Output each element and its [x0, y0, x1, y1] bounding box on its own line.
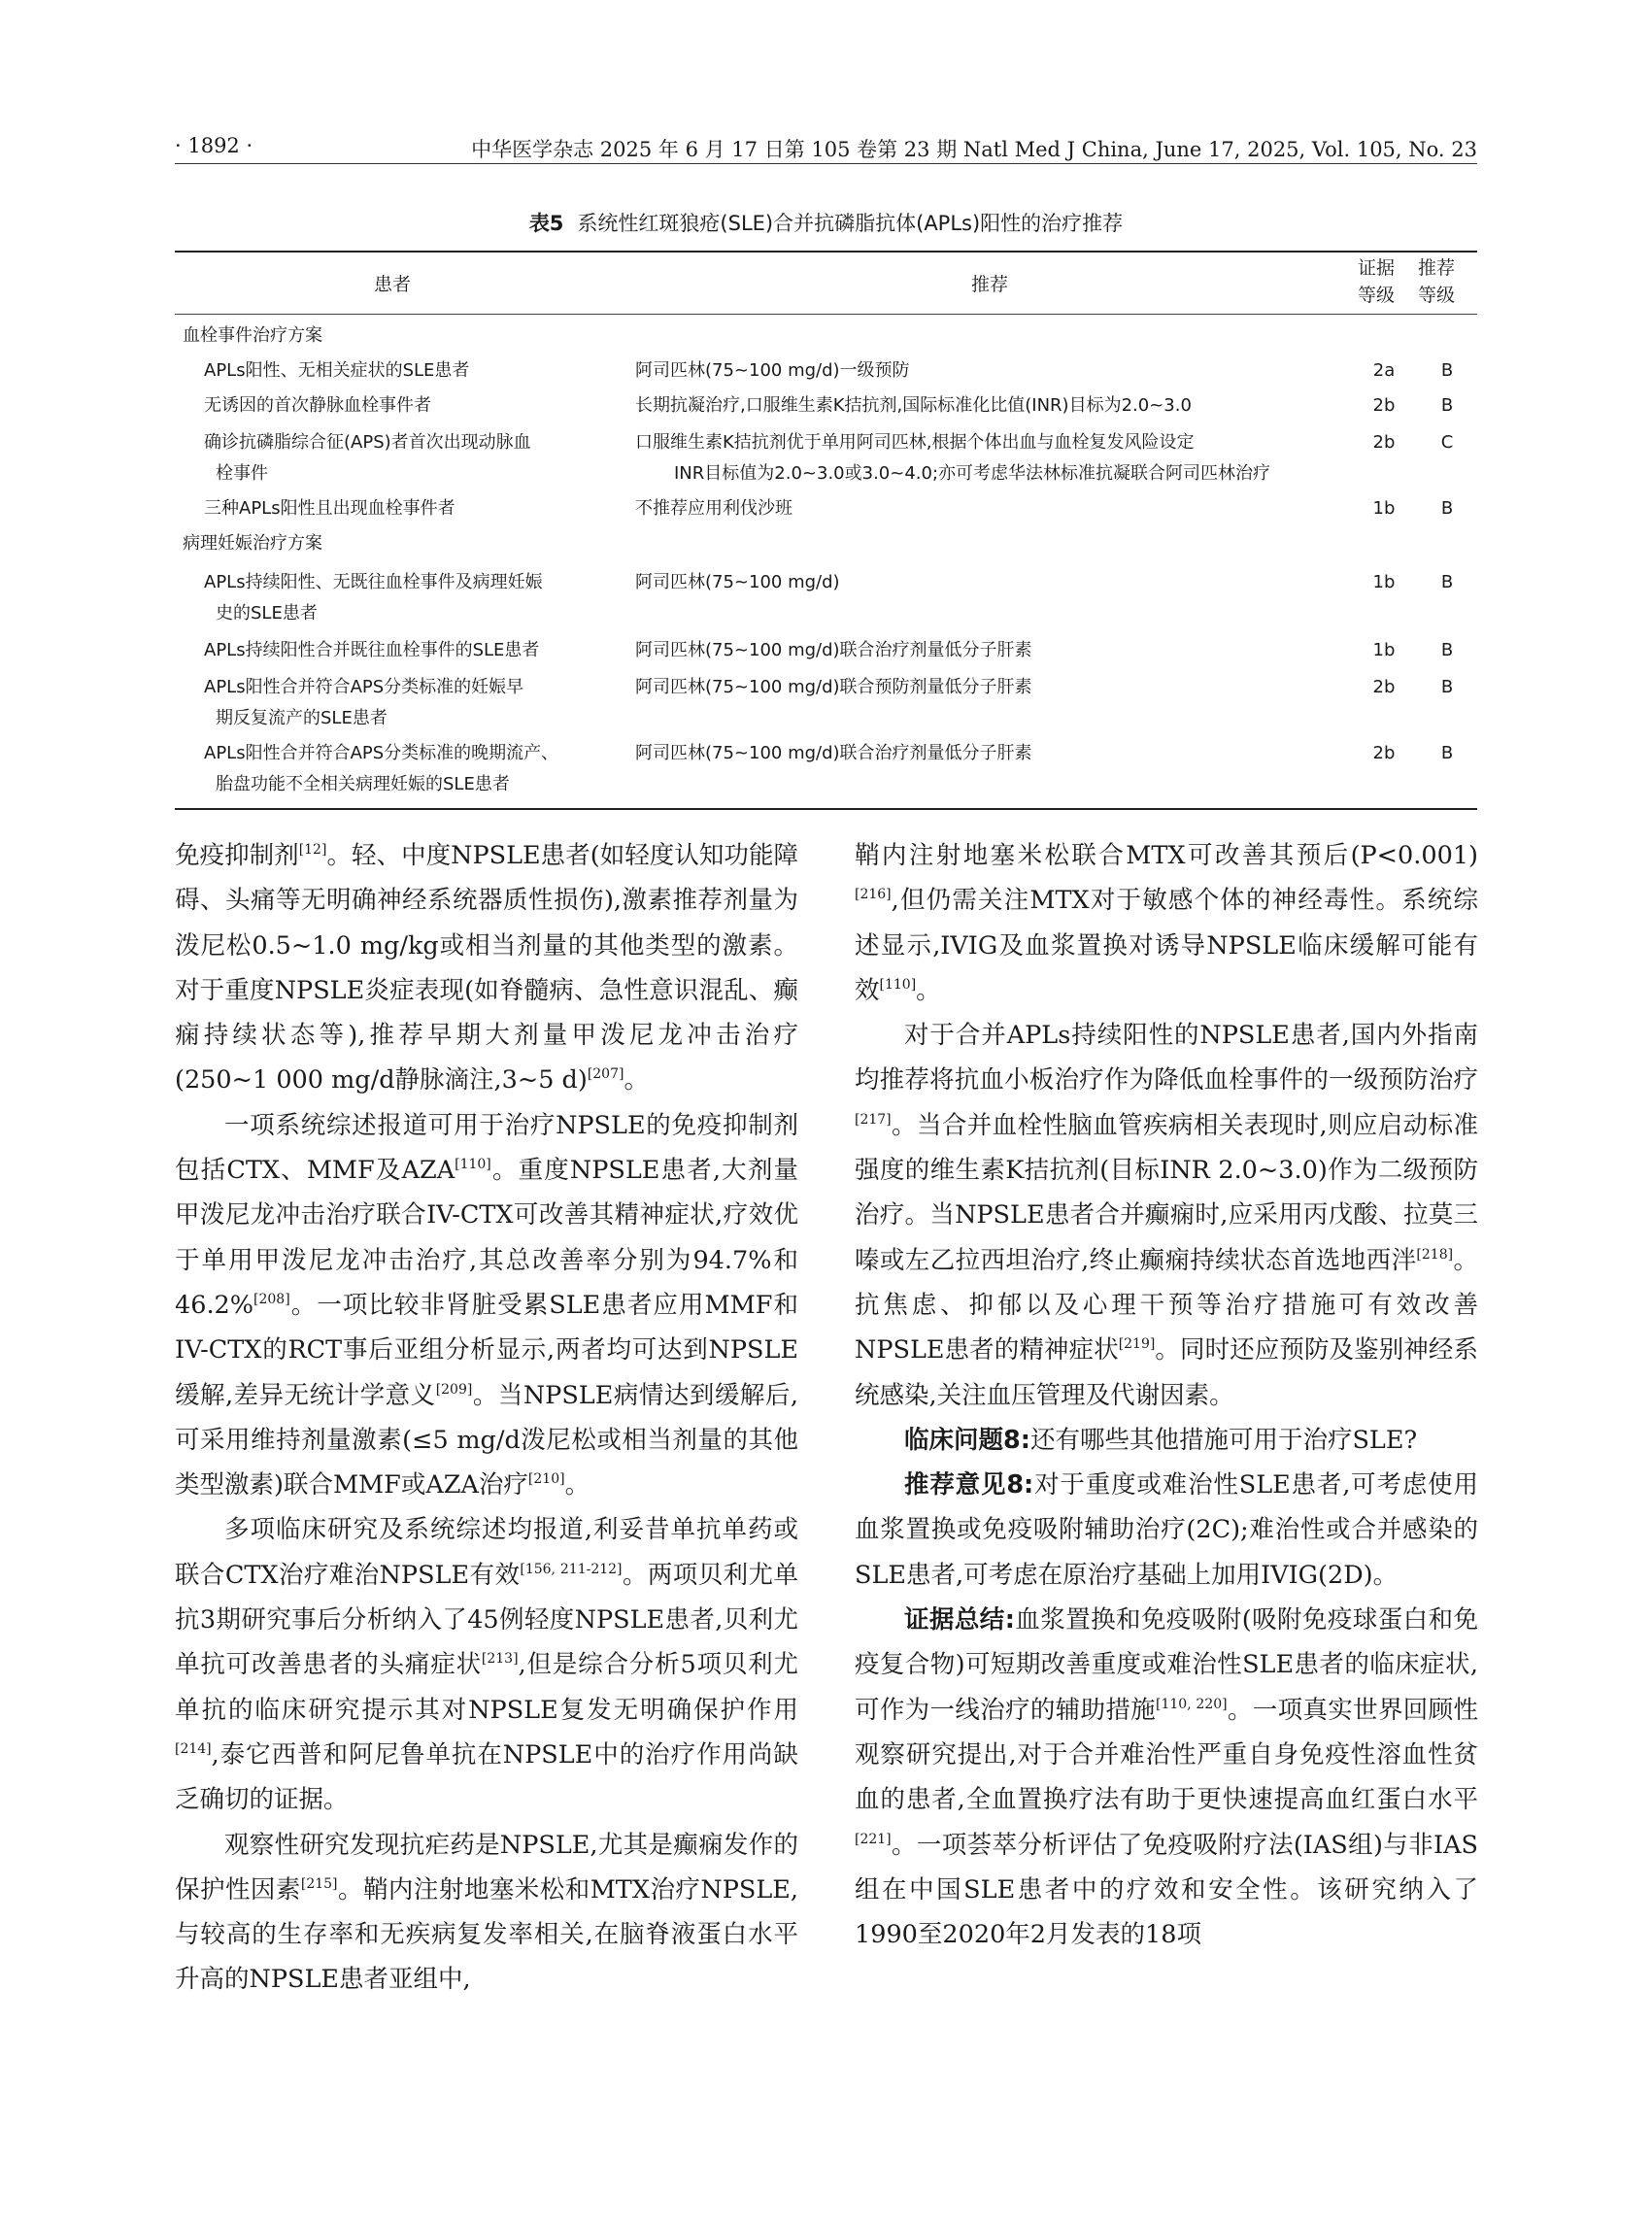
cell-recommend: 口服维生素K拮抗剂优于单用阿司匹林,根据个体出血与血栓复发风险设定 INR目标值为2.0~3.0或3.0~4.0;亦可考虑华法林标准抗凝联合阿司匹林治疗 — [635, 432, 1271, 484]
th-grade-line1: 推荐 — [1418, 257, 1456, 279]
cell-grade: B — [1440, 498, 1454, 519]
th-recommend: 推荐 — [971, 274, 1009, 295]
cell-patient: APLs持续阳性合并既往血栓事件的SLE患者 — [204, 640, 540, 660]
cell-grade: B — [1440, 743, 1454, 763]
cell-recommend: 阿司匹林(75~100 mg/d)联合预防剂量低分子肝素 — [635, 677, 1032, 697]
th-grade — [1418, 254, 1455, 309]
cell-recommend: 阿司匹林(75~100 mg/d) — [635, 572, 840, 592]
paragraph: 观察性研究发现抗疟药是NPSLE,尤其是癫痫发作的保护性因素[215]。鞘内注射地塞米松和MTX治疗NPSLE,与较高的生存率和无疾病复发率相关,在脑脊液蛋白水平升高的NPSLE患者亚组中, — [175, 1830, 798, 1995]
table-caption — [175, 208, 1477, 237]
paragraph: 一项系统综述报道可用于治疗NPSLE的免疫抑制剂包括CTX、MMF及AZA[110]。重度NPSLE患者,大剂量甲泼尼龙冲击治疗联合IV-CTX可改善其精神症状,疗效优于单用甲泼尼龙冲击治疗,其总改善率分别为94.7%和46.2%[208]。一项比较非肾脏受累SLE患者应用MMF和IV-CTX的RCT事后亚组分析显示,两者均可达到NPSLE缓解,差异无统计学意义[209]。当NPSLE病情达到缓解后,可采用维持剂量激素(≤5 mg/d泼尼松或相当剂量的其他类型激素)联合MMF或AZA治疗[210]。 — [175, 1110, 799, 1500]
cell-evidence: 2b — [1372, 395, 1396, 416]
cell-evidence: 2a — [1372, 360, 1396, 381]
table-label: 表5 — [528, 212, 564, 235]
body-column-left — [175, 833, 798, 2003]
cell-patient: 确诊抗磷脂综合征(APS)者首次出现动脉血 栓事件 — [204, 432, 531, 484]
clinical-question-8: 临床问题8:还有哪些其他措施可用于治疗SLE? — [904, 1425, 1418, 1455]
cell-patient: APLs阳性合并符合APS分类标准的晚期流产、 胎盘功能不全相关病理妊娠的SLE患者 — [204, 743, 559, 794]
table-header-rule — [175, 314, 1477, 315]
cell-evidence: 1b — [1372, 640, 1396, 660]
table-title: 系统性红斑狼疮(SLE)合并抗磷脂抗体(APLs)阳性的治疗推荐 — [577, 212, 1124, 235]
body-column-right — [855, 833, 1478, 1957]
section-label: 血栓事件治疗方案 — [183, 325, 322, 346]
evidence-summary: 证据总结:血浆置换和免疫吸附(吸附免疫球蛋白和免疫复合物)可短期改善重度或难治性SLE患者的临床症状,可作为一线治疗的辅助措施[110, 220]。一项真实世界回顾性观察研究提出,对于合并难治性严重自身免疫性溶血性贫血的患者,全血置换疗法有助于更快速提高血红蛋白水平[221]。一项荟萃分析评估了免疫吸附疗法(IAS组)与非IAS组在中国SLE患者中的疗效和安全性。该研究纳入了1990至2020年2月发表的18项 — [855, 1605, 1479, 1950]
cell-grade: B — [1440, 360, 1454, 381]
header-rule — [175, 163, 1477, 164]
cell-evidence: 1b — [1372, 572, 1396, 592]
cell-patient: 无诱因的首次静脉血栓事件者 — [204, 395, 431, 416]
paragraph: 鞘内注射地塞米松联合MTX可改善其预后(P<0.001)[216],但仍需关注MTX对于敏感个体的神经毒性。系统综述显示,IVIG及血浆置换对诱导NPSLE临床缓解可能有效[110]。 — [855, 841, 1478, 1005]
running-header — [175, 134, 1477, 173]
cell-evidence: 2b — [1372, 432, 1396, 453]
recommendation-8: 推荐意见8:对于重度或难治性SLE患者,可考虑使用血浆置换或免疫吸附辅助治疗(2C);难治性或合并感染的SLE患者,可考虑在原治疗基础上加用IVIG(2D)。 — [855, 1470, 1478, 1590]
cell-evidence: 2b — [1372, 743, 1396, 763]
paragraph: 免疫抑制剂[12]。轻、中度NPSLE患者(如轻度认知功能障碍、头痛等无明确神经系统器质性损伤),激素推荐剂量为泼尼松0.5~1.0 mg/kg或相当剂量的其他类型的激素。对于重度NPSLE炎症表现(如脊髓病、急性意识混乱、癫痫持续状态等),推荐早期大剂量甲泼尼龙冲击治疗(250~1 000 mg/d静脉滴注,3~5 d)[207]。 — [175, 841, 798, 1096]
th-evidence-line1: 证据 — [1358, 257, 1396, 279]
cell-grade: B — [1440, 677, 1454, 697]
cell-recommend: 不推荐应用利伐沙班 — [635, 498, 792, 519]
th-evidence-line2: 等级 — [1358, 285, 1396, 306]
cell-patient: APLs阳性合并符合APS分类标准的妊娠早 期反复流产的SLE患者 — [204, 677, 524, 728]
cell-recommend: 阿司匹林(75~100 mg/d)联合治疗剂量低分子肝素 — [635, 743, 1032, 763]
table-top-rule — [175, 251, 1477, 253]
cell-grade: B — [1440, 395, 1454, 416]
journal-citation: 中华医学杂志 2025 年 6 月 17 日第 105 卷第 23 期 Natl Med J China, June 17, 2025, Vol. 105, No. 23 — [471, 138, 1477, 161]
paragraph: 对于合并APLs持续阳性的NPSLE患者,国内外指南均推荐将抗血小板治疗作为降低血栓事件的一级预防治疗[217]。当合并血栓性脑血管疾病相关表现时,则应启动标准强度的维生素K拮抗剂(目标INR 2.0~3.0)作为二级预防治疗。当NPSLE患者合并癫痫时,应采用丙戊酸、拉莫三嗪或左乙拉西坦治疗,终止癫痫持续状态首选地西泮[218]。抗焦虑、抑郁以及心理干预等治疗措施可有效改善NPSLE患者的精神症状[219]。同时还应预防及鉴别神经系统感染,关注血压管理及代谢因素。 — [855, 1021, 1478, 1410]
cell-patient: APLs持续阳性、无既往血栓事件及病理妊娠 史的SLE患者 — [204, 572, 543, 624]
cell-grade: C — [1440, 432, 1454, 453]
cell-recommend: 长期抗凝治疗,口服维生素K拮抗剂,国际标准化比值(INR)目标为2.0~3.0 — [635, 395, 1192, 416]
cell-recommend: 阿司匹林(75~100 mg/d)联合治疗剂量低分子肝素 — [635, 640, 1032, 660]
th-grade-line2: 等级 — [1418, 285, 1456, 306]
section-label: 病理妊娠治疗方案 — [183, 533, 322, 554]
cell-recommend: 阿司匹林(75~100 mg/d)一级预防 — [635, 360, 910, 381]
th-patient: 患者 — [374, 274, 412, 295]
cell-patient: APLs阳性、无相关症状的SLE患者 — [204, 360, 470, 381]
cell-grade: B — [1440, 640, 1454, 660]
table-bottom-rule — [175, 808, 1477, 810]
cell-grade: B — [1440, 572, 1454, 592]
paragraph: 多项临床研究及系统综述均报道,利妥昔单抗单药或联合CTX治疗难治NPSLE有效[156, 211-212]。两项贝利尤单抗3期研究事后分析纳入了45例轻度NPSLE患者,贝利尤单抗可改善患者的头痛症状[213],但是综合分析5项贝利尤单抗的临床研究提示其对NPSLE复发无明确保护作用[214],泰它西普和阿尼鲁单抗在NPSLE中的治疗作用尚缺乏确切的证据。 — [175, 1515, 798, 1815]
th-evidence — [1358, 254, 1395, 309]
page-number: · 1892 · — [175, 134, 253, 157]
cell-patient: 三种APLs阳性且出现血栓事件者 — [204, 498, 455, 519]
cell-evidence: 1b — [1372, 498, 1396, 519]
cell-evidence: 2b — [1372, 677, 1396, 697]
